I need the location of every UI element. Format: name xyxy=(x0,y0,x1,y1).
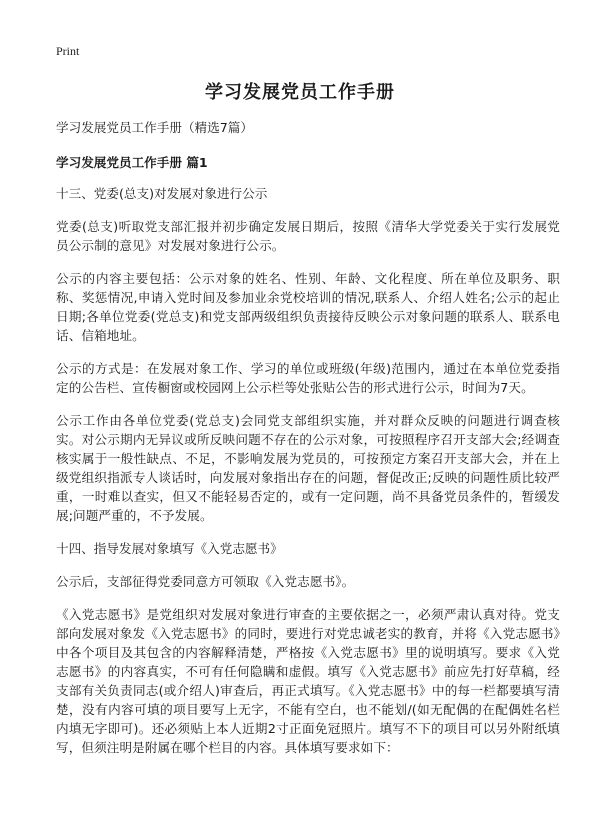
paragraph-2: 公示的内容主要包括：公示对象的姓名、性别、年龄、文化程度、所在单位及职务、职称、奖惩情况,申请入党时间及参加业余党校培训的情况,联系人、介绍人姓名;公示的起止日期;各单位党委(党总支)和党支部两级组织负责接待反映公示对象问题的联系人、联系电话、信箱地址。 xyxy=(56,271,560,343)
document-title: 学习发展党员工作手册 xyxy=(205,82,395,103)
section-heading: 学习发展党员工作手册 篇1 xyxy=(56,155,208,170)
heading-13: 十三、党委(总支)对发展对象进行公示 xyxy=(56,186,268,201)
document-subtitle: 学习发展党员工作手册（精选7篇） xyxy=(56,120,253,135)
paragraph-6: 《入党志愿书》是党组织对发展对象进行审查的主要依据之一，必须严肃认真对待。党支部向发展对象发《入党志愿书》的同时，要进行对党忠诚老实的教育，并将《入党志愿书》中各个项目及其包含的内容解释清楚，严格按《入党志愿书》里的说明填写。要求《入党志愿书》的内容真实，不可有任何隐瞒和虚假。填写《入党志愿书》前应先打好草稿，经支部有关负责同志(或介绍人)审查后，再正式填写。《入党志愿书》中的每一栏都要填写清楚，没有内容可填的项目要写上无字，不能有空白，也不能划/(如无配偶的在配偶姓名栏内填无字即可)。还必须贴上本人近期2寸正面免冠照片。填写不下的项目可以另外附纸填写，但须注明是附属在哪个栏目的内容。具体填写要求如下： xyxy=(56,607,560,755)
paragraph-3: 公示的方式是：在发展对象工作、学习的单位或班级(年级)范围内，通过在本单位党委指定的公告栏、宣传橱窗或校园网上公示栏等处张贴公告的形式进行公示，时间为7天。 xyxy=(56,361,560,395)
paragraph-5: 公示后，支部征得党委同意方可领取《入党志愿书》。 xyxy=(56,574,355,589)
print-link[interactable]: Print xyxy=(56,44,80,58)
heading-14: 十四、指导发展对象填写《入党志愿书》 xyxy=(56,541,283,556)
paragraph-1: 党委(总支)听取党支部汇报并初步确定发展日期后，按照《清华大学党委关于实行发展党员公示制的意见》对发展对象进行公示。 xyxy=(56,219,560,253)
document-body xyxy=(56,118,560,771)
paragraph-4: 公示工作由各单位党委(党总支)会同党支部组织实施，并对群众反映的问题进行调查核实。对公示期内无异议或所反映问题不存在的公示对象，可按照程序召开支部大会;经调查核实属于一般性缺点、不足，不影响发展为党员的，可按预定方案召开支部大会，并在上级党组织指派专人谈话时，向发展对象指出存在的问题，督促改正;反映的问题性质比较严重，一时难以查实，但又不能轻易否定的，或有一定问题，尚不具备党员条件的，暂缓发展;问题严重的，不予发展。 xyxy=(56,413,560,523)
